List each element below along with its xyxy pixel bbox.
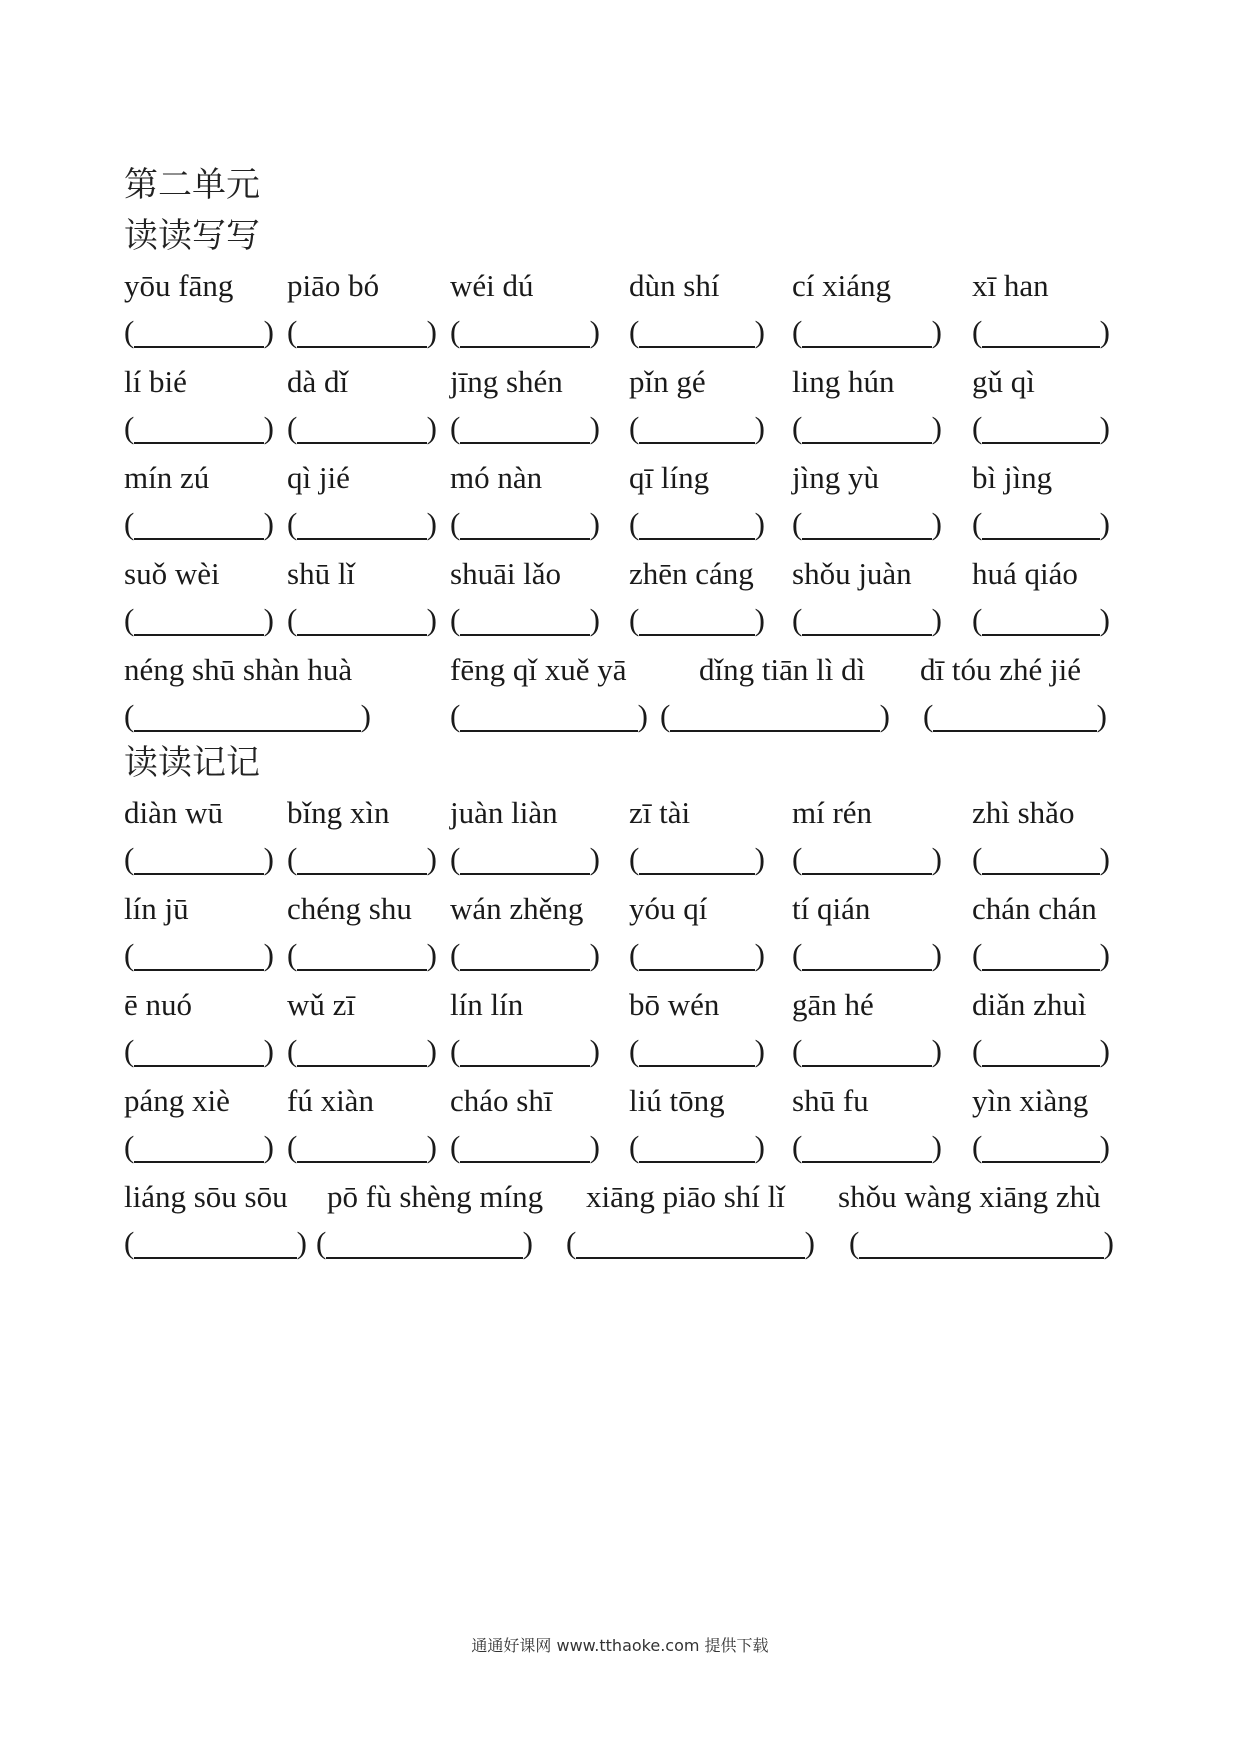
pinyin-word: piāo bó bbox=[287, 268, 380, 303]
blank-close-paren: ) bbox=[754, 841, 765, 876]
pinyin-word: diàn wū bbox=[124, 795, 224, 830]
pinyin-word: juàn liàn bbox=[450, 795, 558, 830]
section-title-read-remember: 读读记记 bbox=[124, 743, 260, 783]
pinyin-word: liú tōng bbox=[629, 1083, 725, 1118]
blank-close-paren: ) bbox=[263, 1129, 274, 1164]
blank-open-paren: ( bbox=[450, 1129, 461, 1164]
blank-open-paren: ( bbox=[629, 937, 640, 972]
blank-open-paren: ( bbox=[792, 314, 803, 349]
blank-open-paren: ( bbox=[629, 602, 640, 637]
blank-close-paren: ) bbox=[1103, 1225, 1114, 1260]
blank-underline bbox=[460, 346, 590, 348]
blank-open-paren: ( bbox=[287, 1033, 298, 1068]
blank-close-paren: ) bbox=[931, 506, 942, 541]
answer-blank[interactable] bbox=[629, 938, 765, 974]
blank-underline bbox=[802, 346, 932, 348]
blank-close-paren: ) bbox=[426, 410, 437, 445]
blank-underline bbox=[134, 634, 264, 636]
blank-close-paren: ) bbox=[1099, 1129, 1110, 1164]
blank-close-paren: ) bbox=[263, 410, 274, 445]
blank-open-paren: ( bbox=[792, 937, 803, 972]
blank-open-paren: ( bbox=[972, 1129, 983, 1164]
blank-underline bbox=[802, 538, 932, 540]
blank-underline bbox=[982, 873, 1100, 875]
idiom-answer-blank[interactable] bbox=[450, 699, 648, 735]
blank-underline bbox=[982, 634, 1100, 636]
blank-open-paren: ( bbox=[124, 698, 135, 733]
pinyin-word: lín lín bbox=[450, 987, 524, 1022]
answer-blank[interactable] bbox=[124, 315, 274, 351]
footer-note: 通通好课网 www.tthaoke.com 提供下载 bbox=[471, 1636, 769, 1655]
pinyin-word: jīng shén bbox=[450, 364, 563, 399]
blank-underline bbox=[982, 538, 1100, 540]
answer-blank[interactable] bbox=[972, 603, 1110, 639]
pinyin-word: yōu fāng bbox=[124, 268, 234, 303]
blank-close-paren: ) bbox=[1099, 937, 1110, 972]
answer-blank[interactable] bbox=[287, 938, 437, 974]
idiom-answer-blank[interactable] bbox=[923, 699, 1107, 735]
answer-blank[interactable] bbox=[629, 411, 765, 447]
blank-open-paren: ( bbox=[972, 506, 983, 541]
blank-open-paren: ( bbox=[287, 410, 298, 445]
answer-blank[interactable] bbox=[629, 1130, 765, 1166]
answer-blank[interactable] bbox=[287, 315, 437, 351]
blank-open-paren: ( bbox=[792, 410, 803, 445]
answer-blank[interactable] bbox=[450, 507, 600, 543]
blank-open-paren: ( bbox=[629, 1033, 640, 1068]
pinyin-word: tí qián bbox=[792, 891, 871, 926]
pinyin-word: shū fu bbox=[792, 1083, 869, 1118]
blank-close-paren: ) bbox=[931, 602, 942, 637]
blank-close-paren: ) bbox=[754, 602, 765, 637]
blank-underline bbox=[297, 873, 427, 875]
blank-underline bbox=[639, 538, 755, 540]
blank-underline bbox=[297, 969, 427, 971]
blank-open-paren: ( bbox=[629, 506, 640, 541]
blank-close-paren: ) bbox=[931, 410, 942, 445]
blank-close-paren: ) bbox=[931, 314, 942, 349]
blank-close-paren: ) bbox=[754, 314, 765, 349]
pinyin-word: pǐn gé bbox=[629, 364, 706, 399]
blank-open-paren: ( bbox=[450, 314, 461, 349]
pinyin-idiom: xiāng piāo shí lǐ bbox=[586, 1179, 785, 1214]
pinyin-word: cí xiáng bbox=[792, 268, 891, 303]
blank-close-paren: ) bbox=[426, 314, 437, 349]
blank-close-paren: ) bbox=[1099, 841, 1110, 876]
blank-underline bbox=[134, 1257, 297, 1259]
answer-blank[interactable] bbox=[792, 842, 942, 878]
answer-blank[interactable] bbox=[972, 507, 1110, 543]
pinyin-word: yìn xiàng bbox=[972, 1083, 1089, 1118]
answer-blank[interactable] bbox=[792, 315, 942, 351]
blank-open-paren: ( bbox=[287, 1129, 298, 1164]
blank-close-paren: ) bbox=[754, 506, 765, 541]
pinyin-word: huá qiáo bbox=[972, 556, 1078, 591]
blank-open-paren: ( bbox=[124, 1129, 135, 1164]
blank-underline bbox=[460, 1161, 590, 1163]
answer-blank[interactable] bbox=[124, 507, 274, 543]
blank-close-paren: ) bbox=[426, 1033, 437, 1068]
blank-open-paren: ( bbox=[124, 1225, 135, 1260]
pinyin-word: bǐng xìn bbox=[287, 795, 390, 830]
blank-underline bbox=[639, 1161, 755, 1163]
blank-underline bbox=[639, 346, 755, 348]
blank-open-paren: ( bbox=[124, 506, 135, 541]
pinyin-word: xī han bbox=[972, 268, 1049, 303]
blank-open-paren: ( bbox=[566, 1225, 577, 1260]
blank-open-paren: ( bbox=[450, 1033, 461, 1068]
pinyin-word: zhēn cáng bbox=[629, 556, 754, 591]
answer-blank[interactable] bbox=[450, 411, 600, 447]
pinyin-word: qì jié bbox=[287, 460, 350, 495]
answer-blank[interactable] bbox=[124, 938, 274, 974]
blank-underline bbox=[134, 730, 361, 732]
pinyin-word: shuāi lǎo bbox=[450, 556, 562, 591]
blank-close-paren: ) bbox=[589, 602, 600, 637]
blank-underline bbox=[982, 1065, 1100, 1067]
blank-close-paren: ) bbox=[263, 506, 274, 541]
blank-close-paren: ) bbox=[589, 937, 600, 972]
blank-underline bbox=[134, 873, 264, 875]
blank-underline bbox=[460, 538, 590, 540]
blank-open-paren: ( bbox=[972, 937, 983, 972]
blank-open-paren: ( bbox=[287, 937, 298, 972]
blank-open-paren: ( bbox=[124, 410, 135, 445]
blank-underline bbox=[933, 730, 1097, 732]
blank-open-paren: ( bbox=[629, 314, 640, 349]
answer-blank[interactable] bbox=[629, 315, 765, 351]
pinyin-word: qī líng bbox=[629, 460, 710, 495]
blank-close-paren: ) bbox=[1099, 410, 1110, 445]
blank-open-paren: ( bbox=[124, 841, 135, 876]
blank-underline bbox=[802, 634, 932, 636]
answer-blank[interactable] bbox=[287, 411, 437, 447]
blank-close-paren: ) bbox=[931, 1033, 942, 1068]
blank-underline bbox=[460, 969, 590, 971]
pinyin-word: zhì shǎo bbox=[972, 795, 1075, 830]
pinyin-word: gǔ qì bbox=[972, 364, 1035, 399]
blank-close-paren: ) bbox=[589, 314, 600, 349]
blank-open-paren: ( bbox=[124, 937, 135, 972]
blank-close-paren: ) bbox=[1099, 602, 1110, 637]
blank-close-paren: ) bbox=[1096, 698, 1107, 733]
blank-close-paren: ) bbox=[754, 410, 765, 445]
pinyin-idiom: liáng sōu sōu bbox=[124, 1179, 288, 1214]
blank-close-paren: ) bbox=[426, 506, 437, 541]
blank-underline bbox=[982, 442, 1100, 444]
blank-underline bbox=[460, 442, 590, 444]
answer-blank[interactable] bbox=[972, 938, 1110, 974]
blank-underline bbox=[134, 1161, 264, 1163]
answer-blank[interactable] bbox=[792, 507, 942, 543]
pinyin-idiom: néng shū shàn huà bbox=[124, 652, 353, 687]
blank-close-paren: ) bbox=[754, 937, 765, 972]
blank-close-paren: ) bbox=[263, 314, 274, 349]
blank-underline bbox=[639, 969, 755, 971]
blank-underline bbox=[134, 969, 264, 971]
blank-open-paren: ( bbox=[287, 506, 298, 541]
pinyin-word: lí bié bbox=[124, 364, 187, 399]
blank-close-paren: ) bbox=[263, 602, 274, 637]
blank-underline bbox=[460, 1065, 590, 1067]
answer-blank[interactable] bbox=[629, 842, 765, 878]
answer-blank[interactable] bbox=[792, 1130, 942, 1166]
idiom-answer-blank[interactable] bbox=[566, 1226, 815, 1262]
blank-underline bbox=[802, 873, 932, 875]
blank-open-paren: ( bbox=[450, 841, 461, 876]
pinyin-word: mí rén bbox=[792, 795, 873, 830]
blank-close-paren: ) bbox=[1099, 314, 1110, 349]
blank-close-paren: ) bbox=[589, 506, 600, 541]
answer-blank[interactable] bbox=[450, 1034, 600, 1070]
blank-close-paren: ) bbox=[879, 698, 890, 733]
idiom-answer-blank[interactable] bbox=[124, 699, 371, 735]
answer-blank[interactable] bbox=[287, 1034, 437, 1070]
blank-open-paren: ( bbox=[124, 1033, 135, 1068]
blank-open-paren: ( bbox=[923, 698, 934, 733]
blank-underline bbox=[802, 1161, 932, 1163]
answer-blank[interactable] bbox=[450, 603, 600, 639]
blank-close-paren: ) bbox=[589, 1033, 600, 1068]
pinyin-idiom: dī tóu zhé jié bbox=[920, 652, 1081, 687]
pinyin-word: dùn shí bbox=[629, 268, 720, 303]
blank-open-paren: ( bbox=[124, 314, 135, 349]
blank-underline bbox=[639, 442, 755, 444]
blank-underline bbox=[670, 730, 880, 732]
blank-close-paren: ) bbox=[804, 1225, 815, 1260]
pinyin-word: páng xiè bbox=[124, 1083, 230, 1118]
pinyin-word: mín zú bbox=[124, 460, 210, 495]
answer-blank[interactable] bbox=[287, 603, 437, 639]
blank-underline bbox=[639, 1065, 755, 1067]
blank-underline bbox=[460, 730, 638, 732]
blank-underline bbox=[576, 1257, 805, 1259]
blank-open-paren: ( bbox=[972, 841, 983, 876]
answer-blank[interactable] bbox=[792, 603, 942, 639]
pinyin-word: yóu qí bbox=[629, 891, 708, 926]
blank-open-paren: ( bbox=[849, 1225, 860, 1260]
blank-close-paren: ) bbox=[637, 698, 648, 733]
answer-blank[interactable] bbox=[629, 603, 765, 639]
blank-underline bbox=[982, 969, 1100, 971]
answer-blank[interactable] bbox=[629, 507, 765, 543]
answer-blank[interactable] bbox=[287, 1130, 437, 1166]
pinyin-word: shū lǐ bbox=[287, 556, 356, 591]
answer-blank[interactable] bbox=[972, 411, 1110, 447]
answer-blank[interactable] bbox=[792, 411, 942, 447]
blank-open-paren: ( bbox=[287, 841, 298, 876]
blank-underline bbox=[134, 346, 264, 348]
blank-open-paren: ( bbox=[629, 841, 640, 876]
blank-open-paren: ( bbox=[450, 506, 461, 541]
answer-blank[interactable] bbox=[629, 1034, 765, 1070]
answer-blank[interactable] bbox=[124, 1034, 274, 1070]
blank-underline bbox=[802, 969, 932, 971]
answer-blank[interactable] bbox=[287, 507, 437, 543]
blank-open-paren: ( bbox=[287, 314, 298, 349]
blank-underline bbox=[639, 634, 755, 636]
blank-close-paren: ) bbox=[589, 410, 600, 445]
answer-blank[interactable] bbox=[450, 315, 600, 351]
blank-open-paren: ( bbox=[972, 410, 983, 445]
section-title-read-write: 读读写写 bbox=[124, 216, 260, 256]
pinyin-word: wéi dú bbox=[450, 268, 534, 303]
pinyin-word: jìng yù bbox=[792, 460, 879, 495]
blank-open-paren: ( bbox=[287, 602, 298, 637]
blank-close-paren: ) bbox=[426, 937, 437, 972]
pinyin-idiom: shǒu wàng xiāng zhù bbox=[838, 1179, 1101, 1214]
answer-blank[interactable] bbox=[287, 842, 437, 878]
blank-open-paren: ( bbox=[792, 602, 803, 637]
blank-open-paren: ( bbox=[450, 410, 461, 445]
blank-open-paren: ( bbox=[124, 602, 135, 637]
answer-blank[interactable] bbox=[972, 1130, 1110, 1166]
blank-open-paren: ( bbox=[316, 1225, 327, 1260]
pinyin-word: ē nuó bbox=[124, 987, 193, 1022]
pinyin-word: zī tài bbox=[629, 795, 691, 830]
blank-open-paren: ( bbox=[972, 602, 983, 637]
blank-underline bbox=[460, 873, 590, 875]
pinyin-word: chéng shu bbox=[287, 891, 412, 926]
answer-blank[interactable] bbox=[124, 411, 274, 447]
answer-blank[interactable] bbox=[972, 842, 1110, 878]
blank-open-paren: ( bbox=[629, 410, 640, 445]
blank-underline bbox=[134, 538, 264, 540]
blank-open-paren: ( bbox=[792, 506, 803, 541]
blank-open-paren: ( bbox=[660, 698, 671, 733]
pinyin-idiom: pō fù shèng míng bbox=[327, 1179, 544, 1214]
blank-underline bbox=[859, 1257, 1104, 1259]
blank-close-paren: ) bbox=[263, 937, 274, 972]
idiom-answer-blank[interactable] bbox=[124, 1226, 307, 1262]
idiom-answer-blank[interactable] bbox=[849, 1226, 1114, 1262]
blank-underline bbox=[639, 873, 755, 875]
pinyin-word: cháo shī bbox=[450, 1083, 553, 1118]
blank-open-paren: ( bbox=[972, 1033, 983, 1068]
pinyin-word: gān hé bbox=[792, 987, 874, 1022]
answer-blank[interactable] bbox=[972, 1034, 1110, 1070]
blank-underline bbox=[982, 1161, 1100, 1163]
blank-close-paren: ) bbox=[522, 1225, 533, 1260]
answer-blank[interactable] bbox=[124, 842, 274, 878]
blank-close-paren: ) bbox=[754, 1129, 765, 1164]
blank-open-paren: ( bbox=[792, 1129, 803, 1164]
pinyin-word: shǒu juàn bbox=[792, 556, 912, 591]
unit-title: 第二单元 bbox=[124, 165, 260, 205]
blank-close-paren: ) bbox=[426, 602, 437, 637]
idiom-answer-blank[interactable] bbox=[316, 1226, 533, 1262]
pinyin-idiom: fēng qǐ xuě yā bbox=[450, 652, 627, 687]
pinyin-word: bì jìng bbox=[972, 460, 1053, 495]
blank-close-paren: ) bbox=[931, 841, 942, 876]
blank-underline bbox=[297, 1161, 427, 1163]
answer-blank[interactable] bbox=[450, 938, 600, 974]
pinyin-word: chán chán bbox=[972, 891, 1097, 926]
blank-close-paren: ) bbox=[931, 1129, 942, 1164]
answer-blank[interactable] bbox=[124, 1130, 274, 1166]
blank-underline bbox=[802, 1065, 932, 1067]
blank-close-paren: ) bbox=[931, 937, 942, 972]
blank-close-paren: ) bbox=[589, 1129, 600, 1164]
blank-close-paren: ) bbox=[296, 1225, 307, 1260]
blank-underline bbox=[134, 1065, 264, 1067]
blank-close-paren: ) bbox=[263, 841, 274, 876]
idiom-answer-blank[interactable] bbox=[660, 699, 890, 735]
pinyin-word: wán zhěng bbox=[450, 891, 584, 926]
answer-blank[interactable] bbox=[972, 315, 1110, 351]
pinyin-word: mó nàn bbox=[450, 460, 543, 495]
blank-underline bbox=[460, 634, 590, 636]
blank-open-paren: ( bbox=[792, 1033, 803, 1068]
blank-underline bbox=[297, 634, 427, 636]
pinyin-word: lín jū bbox=[124, 891, 189, 926]
pinyin-word: dà dǐ bbox=[287, 364, 349, 399]
blank-open-paren: ( bbox=[450, 602, 461, 637]
blank-close-paren: ) bbox=[754, 1033, 765, 1068]
blank-close-paren: ) bbox=[426, 841, 437, 876]
blank-underline bbox=[297, 346, 427, 348]
blank-close-paren: ) bbox=[263, 1033, 274, 1068]
answer-blank[interactable] bbox=[450, 842, 600, 878]
blank-close-paren: ) bbox=[426, 1129, 437, 1164]
blank-open-paren: ( bbox=[450, 698, 461, 733]
blank-underline bbox=[297, 1065, 427, 1067]
answer-blank[interactable] bbox=[792, 938, 942, 974]
blank-underline bbox=[297, 442, 427, 444]
blank-close-paren: ) bbox=[360, 698, 371, 733]
pinyin-word: wǔ zī bbox=[287, 987, 356, 1022]
pinyin-word: suǒ wèi bbox=[124, 556, 220, 591]
blank-open-paren: ( bbox=[792, 841, 803, 876]
blank-underline bbox=[297, 538, 427, 540]
pinyin-word: ling hún bbox=[792, 364, 895, 399]
blank-open-paren: ( bbox=[629, 1129, 640, 1164]
pinyin-idiom: dǐng tiān lì dì bbox=[699, 652, 866, 687]
blank-underline bbox=[982, 346, 1100, 348]
answer-blank[interactable] bbox=[450, 1130, 600, 1166]
blank-close-paren: ) bbox=[1099, 1033, 1110, 1068]
blank-underline bbox=[802, 442, 932, 444]
answer-blank[interactable] bbox=[124, 603, 274, 639]
blank-open-paren: ( bbox=[972, 314, 983, 349]
blank-underline bbox=[326, 1257, 523, 1259]
blank-close-paren: ) bbox=[1099, 506, 1110, 541]
pinyin-word: diǎn zhuì bbox=[972, 987, 1087, 1022]
pinyin-word: fú xiàn bbox=[287, 1083, 374, 1118]
blank-close-paren: ) bbox=[589, 841, 600, 876]
answer-blank[interactable] bbox=[792, 1034, 942, 1070]
pinyin-word: bō wén bbox=[629, 987, 720, 1022]
blank-underline bbox=[134, 442, 264, 444]
blank-open-paren: ( bbox=[450, 937, 461, 972]
